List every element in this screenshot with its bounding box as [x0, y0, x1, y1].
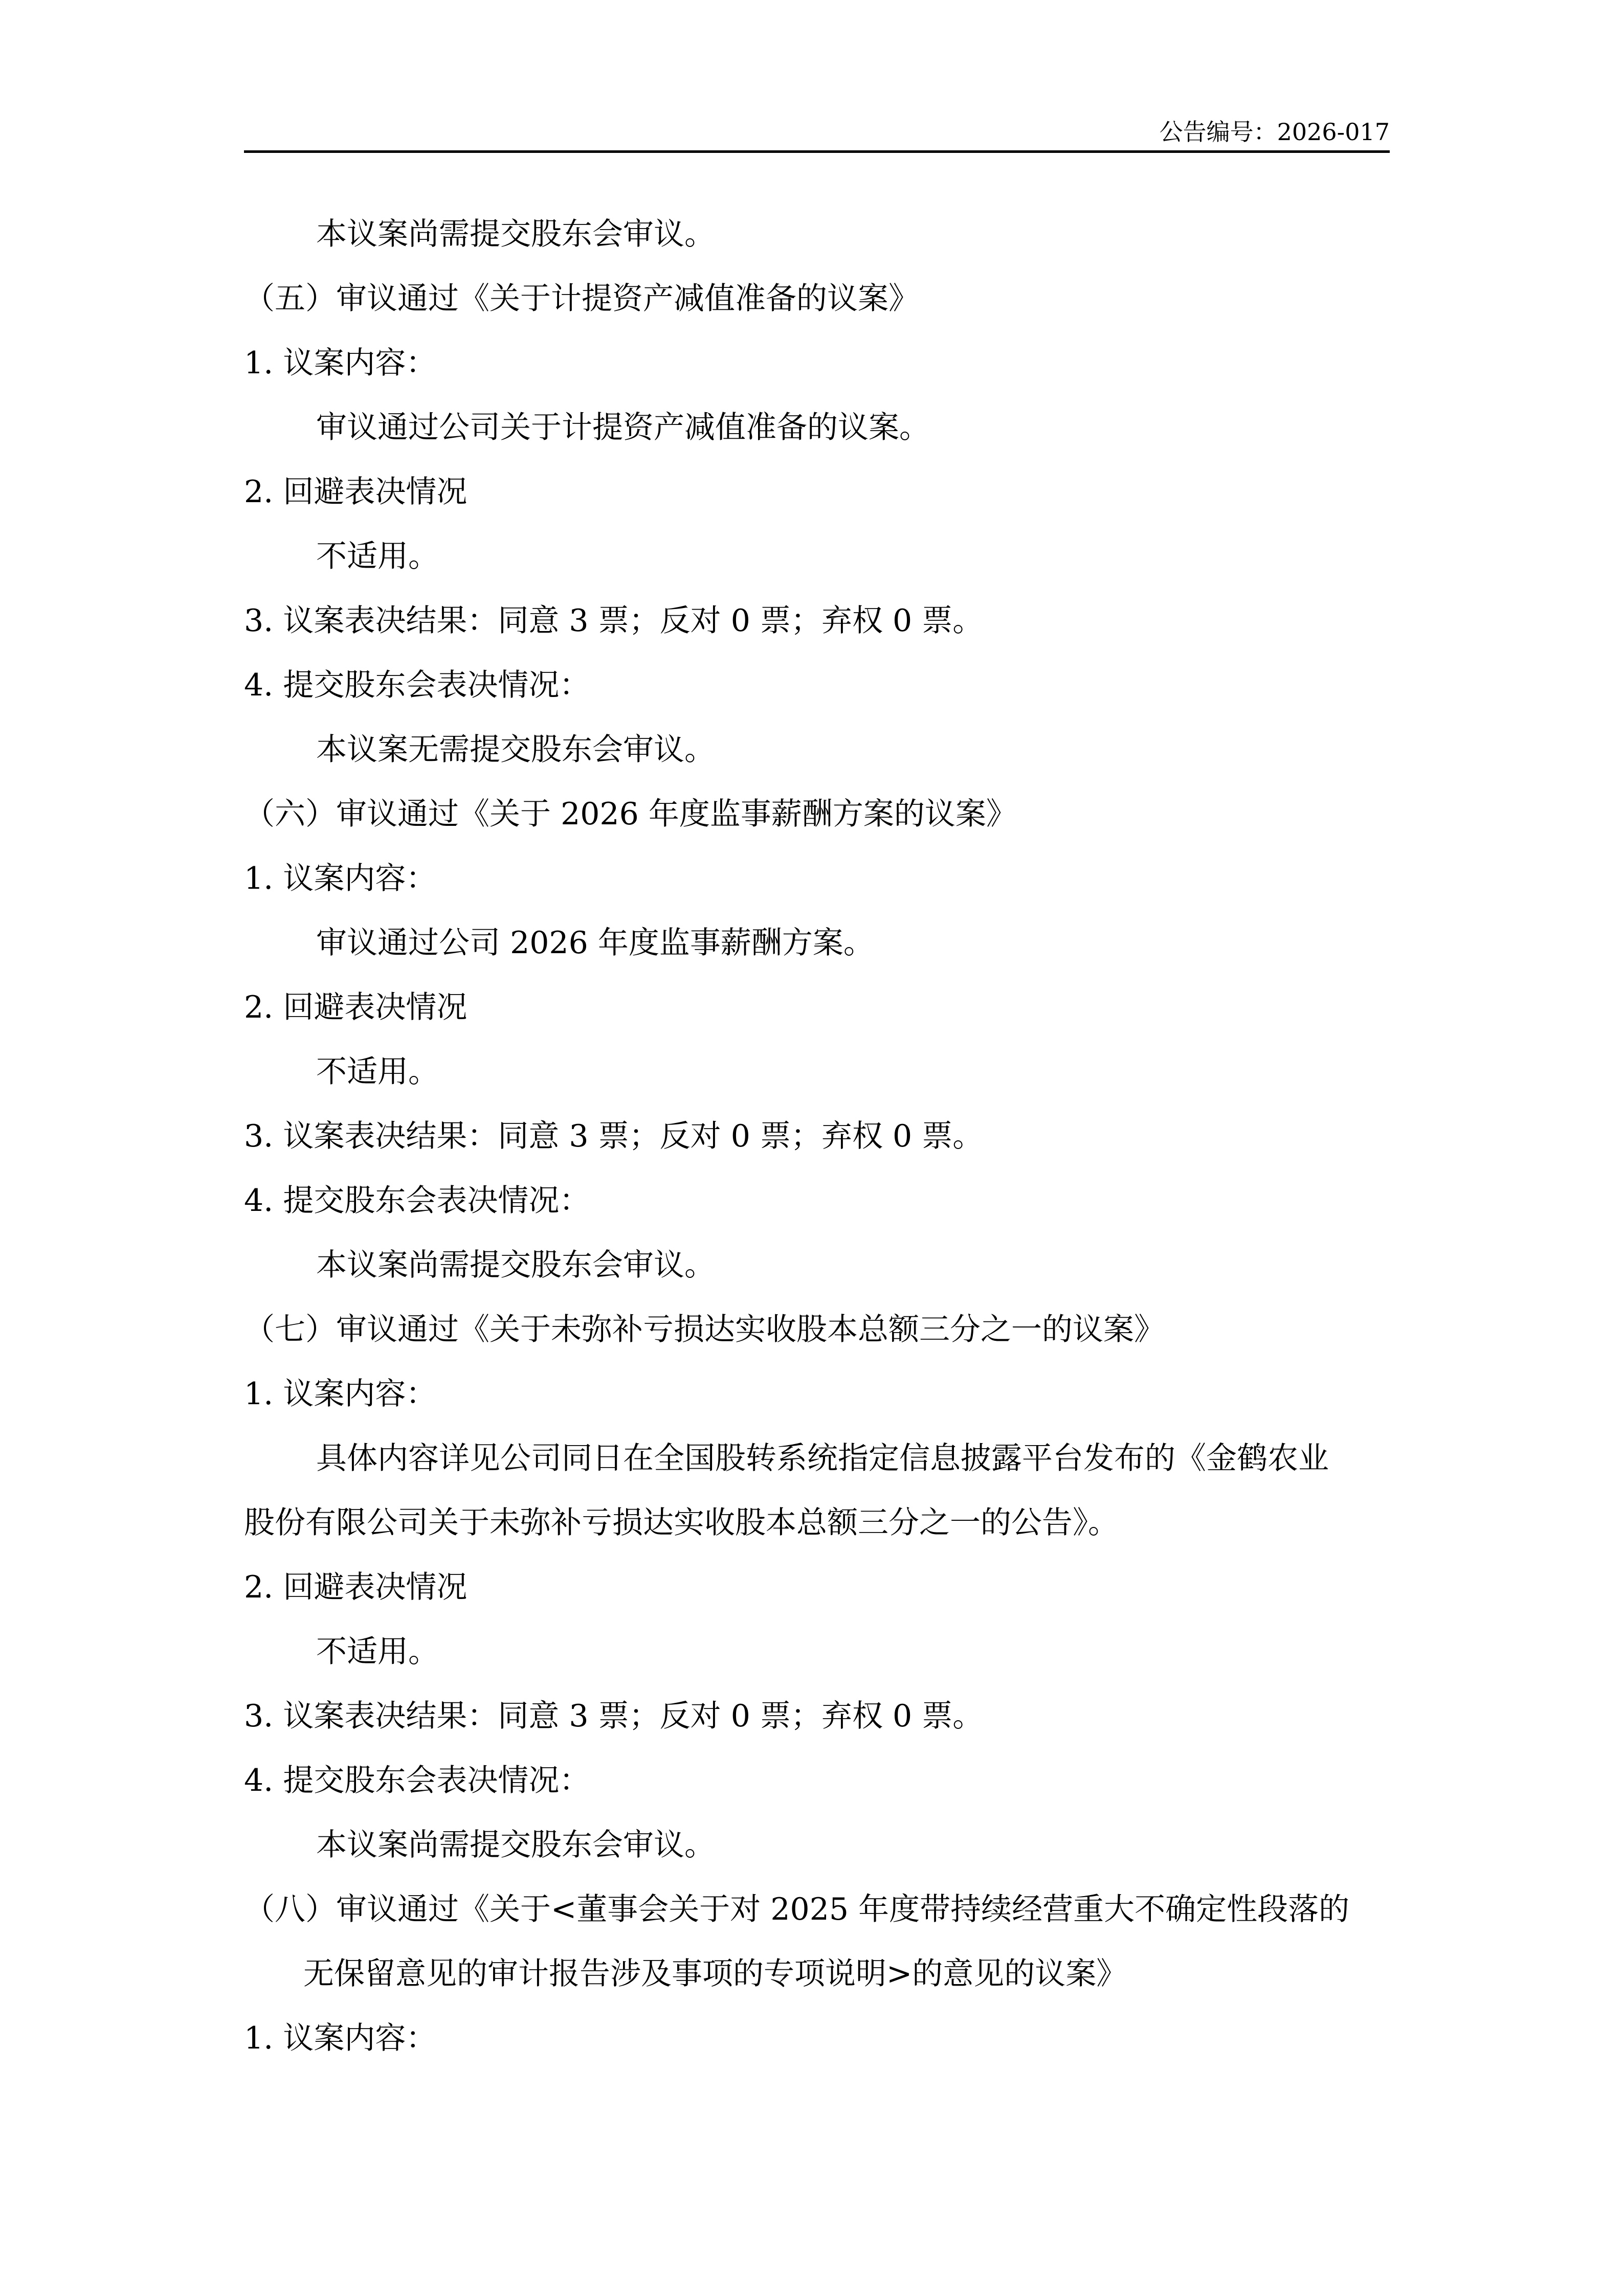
list-item: 1. 议案内容： [244, 345, 437, 381]
list-item: 2. 回避表决情况 [244, 474, 468, 510]
list-item: 1. 议案内容： [244, 861, 437, 896]
section-title: （六）审议通过《关于 2026 年度监事薪酬方案的议案》 [244, 796, 1017, 832]
paragraph-line: 本议案尚需提交股东会审议。 [316, 1247, 715, 1283]
section-title: （八）审议通过《关于<董事会关于对 2025 年度带持续经营重大不确定性段落的 [244, 1892, 1350, 1927]
header-divider [244, 150, 1390, 153]
paragraph-line: 不适用。 [316, 538, 439, 574]
list-item: 3. 议案表决结果：同意 3 票；反对 0 票；弃权 0 票。 [244, 1698, 984, 1734]
paragraph-line: 不适用。 [316, 1054, 439, 1090]
list-item: 1. 议案内容： [244, 1376, 437, 1412]
list-item: 2. 回避表决情况 [244, 989, 468, 1025]
paragraph-line: 审议通过公司 2026 年度监事薪酬方案。 [316, 925, 874, 961]
paragraph-line: 审议通过公司关于计提资产减值准备的议案。 [316, 410, 930, 445]
section-title-continuation: 无保留意见的审计报告涉及事项的专项说明>的意见的议案》 [303, 1956, 1127, 1992]
section-title: （五）审议通过《关于计提资产减值准备的议案》 [244, 281, 919, 317]
paragraph-line: 不适用。 [316, 1634, 439, 1670]
list-item: 4. 提交股东会表决情况： [244, 1763, 590, 1798]
list-item: 3. 议案表决结果：同意 3 票；反对 0 票；弃权 0 票。 [244, 1118, 984, 1154]
paragraph-line: 本议案尚需提交股东会审议。 [316, 1827, 715, 1863]
announcement-number: 公告编号：2026-017 [1159, 118, 1390, 146]
list-item: 1. 议案内容： [244, 2020, 437, 2056]
list-item: 4. 提交股东会表决情况： [244, 667, 590, 703]
list-item: 2. 回避表决情况 [244, 1569, 468, 1605]
list-item: 3. 议案表决结果：同意 3 票；反对 0 票；弃权 0 票。 [244, 603, 984, 639]
paragraph-line: 本议案无需提交股东会审议。 [316, 732, 715, 768]
paragraph-line: 具体内容详见公司同日在全国股转系统指定信息披露平台发布的《金鹤农业 [316, 1440, 1329, 1476]
document-body [244, 202, 1390, 2070]
paragraph-line: 股份有限公司关于未弥补亏损达实收股本总额三分之一的公告》。 [244, 1505, 1119, 1541]
paragraph-line: 本议案尚需提交股东会审议。 [316, 216, 715, 252]
list-item: 4. 提交股东会表决情况： [244, 1183, 590, 1219]
section-title: （七）审议通过《关于未弥补亏损达实收股本总额三分之一的议案》 [244, 1312, 1165, 1347]
